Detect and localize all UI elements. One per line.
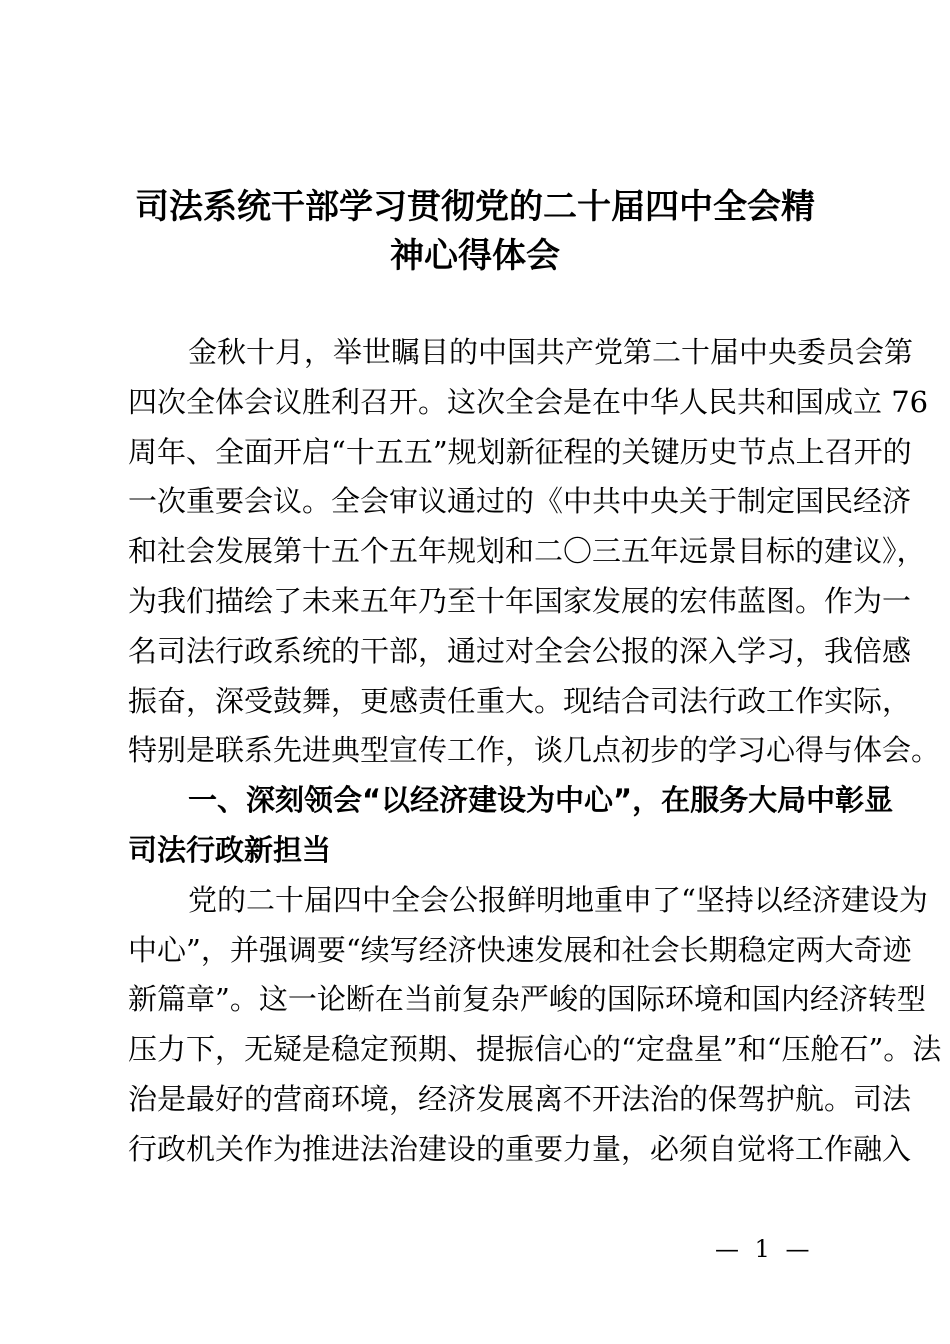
text-line: 压力下，无疑是稳定预期、提振信心的“定盘星”和“压舱石”。法 xyxy=(128,1032,942,1067)
text-line: 新篇章”。这一论断在当前复杂严峻的国际环境和国内经济转型 xyxy=(128,982,926,1017)
text-line: 和社会发展第十五个五年规划和二〇三五年远景目标的建议》， xyxy=(128,534,926,569)
text-line: 周年、全面开启“十五五”规划新征程的关键历史节点上召开的 xyxy=(128,434,912,469)
paragraph xyxy=(128,328,941,776)
text-line: 中心”，并强调要“续写经济快速发展和社会长期稳定两大奇迹 xyxy=(128,932,912,967)
text-line: 一次重要会议。全会审议通过的《中共中央关于制定国民经济 xyxy=(128,484,912,519)
text-line: 党的二十届四中全会公报鲜明地重申了“坚持以经济建设为 xyxy=(188,882,928,917)
text-line: 振奋，深受鼓舞，更感责任重大。现结合司法行政工作实际， xyxy=(128,683,912,718)
text-line: 司法行政新担当 xyxy=(128,832,332,867)
text-line: 金秋十月，举世瞩目的中国共产党第二十届中央委员会第 xyxy=(188,335,914,369)
title-line: 司法系统干部学习贯彻党的二十届四中全会精 xyxy=(135,187,815,227)
text-line: 四次全体会议胜利召开。这次全会是在中华人民共和国成立 76 xyxy=(128,384,929,419)
text-line: 行政机关作为推进法治建设的重要力量，必须自觉将工作融入 xyxy=(128,1131,912,1166)
page-number: — 1 — xyxy=(715,1235,814,1263)
text-line: 一、深刻领会“以经济建设为中心”，在服务大局中彰显 xyxy=(188,783,894,818)
section-heading xyxy=(128,776,894,876)
document-body xyxy=(128,328,942,1175)
title-line: 神心得体会 xyxy=(390,236,560,276)
paragraph xyxy=(128,876,942,1175)
text-line: 治是最好的营商环境，经济发展离不开法治的保驾护航。司法 xyxy=(128,1081,912,1116)
text-line: 名司法行政系统的干部，通过对全会公报的深入学习，我倍感 xyxy=(128,633,912,668)
text-line: 特别是联系先进典型宣传工作，谈几点初步的学习心得与体会。 xyxy=(128,733,941,768)
document-title xyxy=(100,183,850,281)
text-line: 为我们描绘了未来五年乃至十年国家发展的宏伟蓝图。作为一 xyxy=(128,583,912,618)
